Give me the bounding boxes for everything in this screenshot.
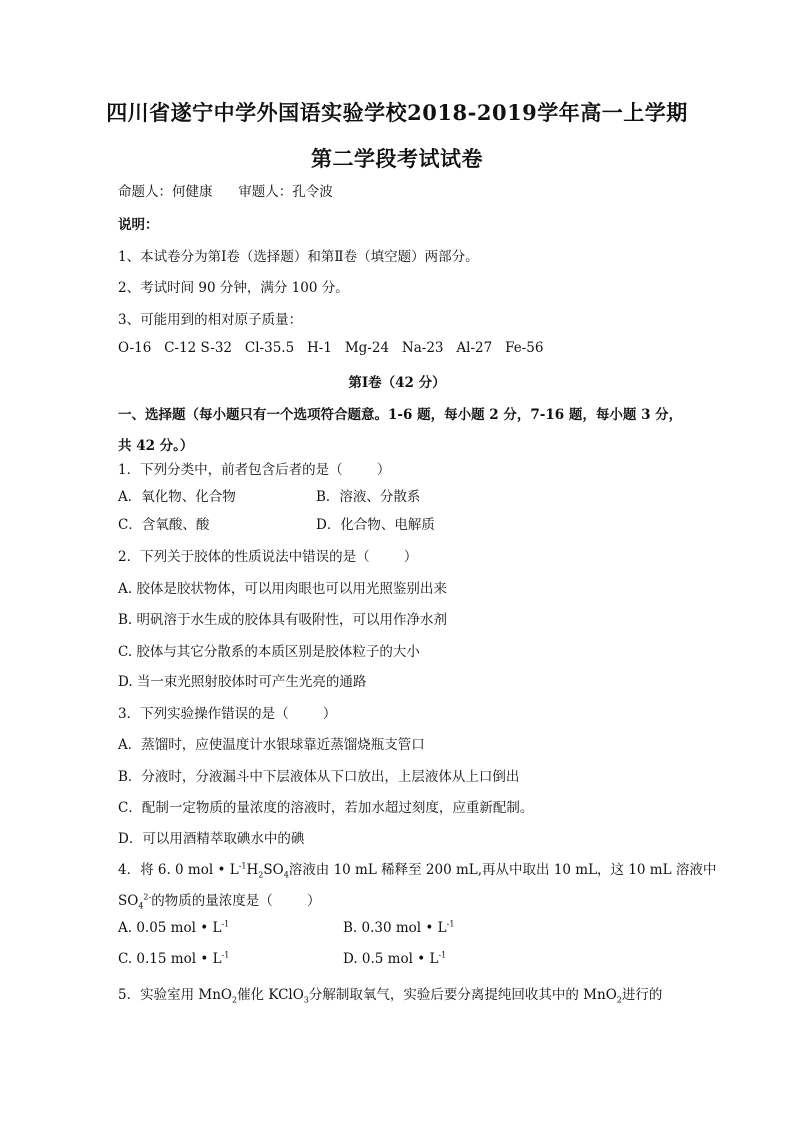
q4-option-d-text: D. 0.5 mol • L — [343, 951, 439, 967]
q5-subscript: 2 — [231, 995, 238, 1005]
q1-option-c: C．含氧酸、酸 — [118, 517, 210, 533]
q4-option-c — [118, 951, 229, 967]
q1-option-b: B．溶液、分散系 — [316, 489, 421, 505]
q2-option-a: A. 胶体是胶状物体，可以用肉眼也可以用光照鉴别出来 — [118, 581, 447, 597]
q4-stem-line2 — [118, 889, 321, 909]
atomic-masses: O-16 C-12 S-32 Cl-35.5 H-1 Mg-24 Na-23 Al-27 Fe-56 — [118, 340, 544, 356]
q1-option-d: D．化合物、电解质 — [316, 517, 435, 533]
q3-option-b: B．分液时，分液漏斗中下层液体从下口放出，上层液体从上口倒出 — [118, 769, 520, 785]
q3-option-d: D．可以用酒精萃取碘水中的碘 — [118, 831, 305, 847]
q4-option-b — [343, 920, 454, 936]
q4-stem-subscript: 2 — [258, 870, 264, 880]
instructions-label: 说明： — [118, 217, 159, 233]
unit-superscript: -1 — [221, 950, 230, 960]
section1-intro-line1: 一、选择题（每小题只有一个选项符合题意。1-6 题，每小题 2 分，7-16 题，每小题 3 分， — [118, 407, 683, 423]
q5-subscript: 2 — [616, 995, 622, 1005]
q3-option-c: C．配制一定物质的量浓度的溶液时，若加水超过刻度，应重新配制。 — [118, 800, 534, 816]
q5-stem — [118, 983, 662, 1003]
q4-option-c-text: C. 0.15 mol • L — [118, 951, 222, 967]
q5-stem-text: 分解制取氧气，实验后要分离提纯回收其中的 MnO — [308, 987, 617, 1003]
q2-option-c: C. 胶体与其它分散系的本质区别是胶体粒子的大小 — [118, 644, 420, 660]
unit-superscript: -1 — [446, 919, 455, 929]
q2-option-d: D. 当一束光照射胶体时可产生光亮的通路 — [118, 674, 367, 690]
q2-stem: 2．下列关于胶体的性质说法中错误的是（ ） — [118, 549, 418, 565]
authors-line: 命题人：何健康 审题人：孔令波 — [118, 184, 333, 200]
q4-stem-subscript: 4 — [283, 870, 289, 880]
q4-ion-charge: 2- — [143, 892, 152, 902]
q5-stem-text: 进行的 — [621, 987, 663, 1003]
q4-option-a-text: A. 0.05 mol • L — [118, 920, 222, 936]
section1-intro-line2: 共 42 分。） — [118, 438, 194, 454]
q4-stem-text: H — [246, 862, 259, 878]
q4-ion-text: SO — [118, 893, 139, 909]
q4-stem-text: 溶液由 10 mL 稀释至 200 mL,再从中取出 10 mL，这 10 mL 溶液中 — [288, 862, 717, 878]
q5-subscript: 3 — [303, 995, 309, 1005]
q4-stem-text: SO — [263, 862, 284, 878]
unit-superscript: -1 — [221, 919, 230, 929]
q5-stem-text: 催化 KClO — [237, 987, 304, 1003]
section1-heading: 第Ⅰ卷（42 分） — [348, 375, 446, 391]
instruction-item-1: 1、本试卷分为第Ⅰ卷（选择题）和第Ⅱ卷（填空题）两部分。 — [118, 249, 479, 265]
q4-option-d — [343, 951, 446, 967]
instruction-item-3: 3、可能用到的相对原子质量： — [118, 312, 303, 328]
exam-title-line2: 第二学段考试试卷 — [311, 146, 483, 171]
unit-superscript: -1 — [438, 950, 447, 960]
q4-stem — [118, 858, 716, 878]
q4-option-a — [118, 920, 229, 936]
instruction-item-2: 2、考试时间 90 分钟，满分 100 分。 — [118, 280, 349, 296]
q1-stem: 1．下列分类中，前者包含后者的是（ ） — [118, 462, 391, 478]
q4-ion-subscript: 4 — [138, 901, 144, 911]
q3-stem: 3．下列实验操作错误的是（ ） — [118, 706, 337, 722]
exam-title-line1: 四川省遂宁中学外国语实验学校2018-2019学年高一上学期 — [106, 100, 688, 125]
q4-option-b-text: B. 0.30 mol • L — [343, 920, 447, 936]
q4-stem-text: 的物质的量浓度是（ ） — [151, 893, 321, 909]
q3-option-a: A．蒸馏时，应使温度计水银球靠近蒸馏烧瓶支管口 — [118, 737, 425, 753]
q4-stem-superscript: -1 — [238, 861, 247, 871]
q1-option-a: A．氧化物、化合物 — [118, 489, 236, 505]
q2-option-b: B. 明矾溶于水生成的胶体具有吸附性，可以用作净水剂 — [118, 612, 448, 628]
q5-stem-text: 5．实验室用 MnO — [118, 987, 232, 1003]
q4-stem-text: 4．将 6. 0 mol • L — [118, 862, 239, 878]
